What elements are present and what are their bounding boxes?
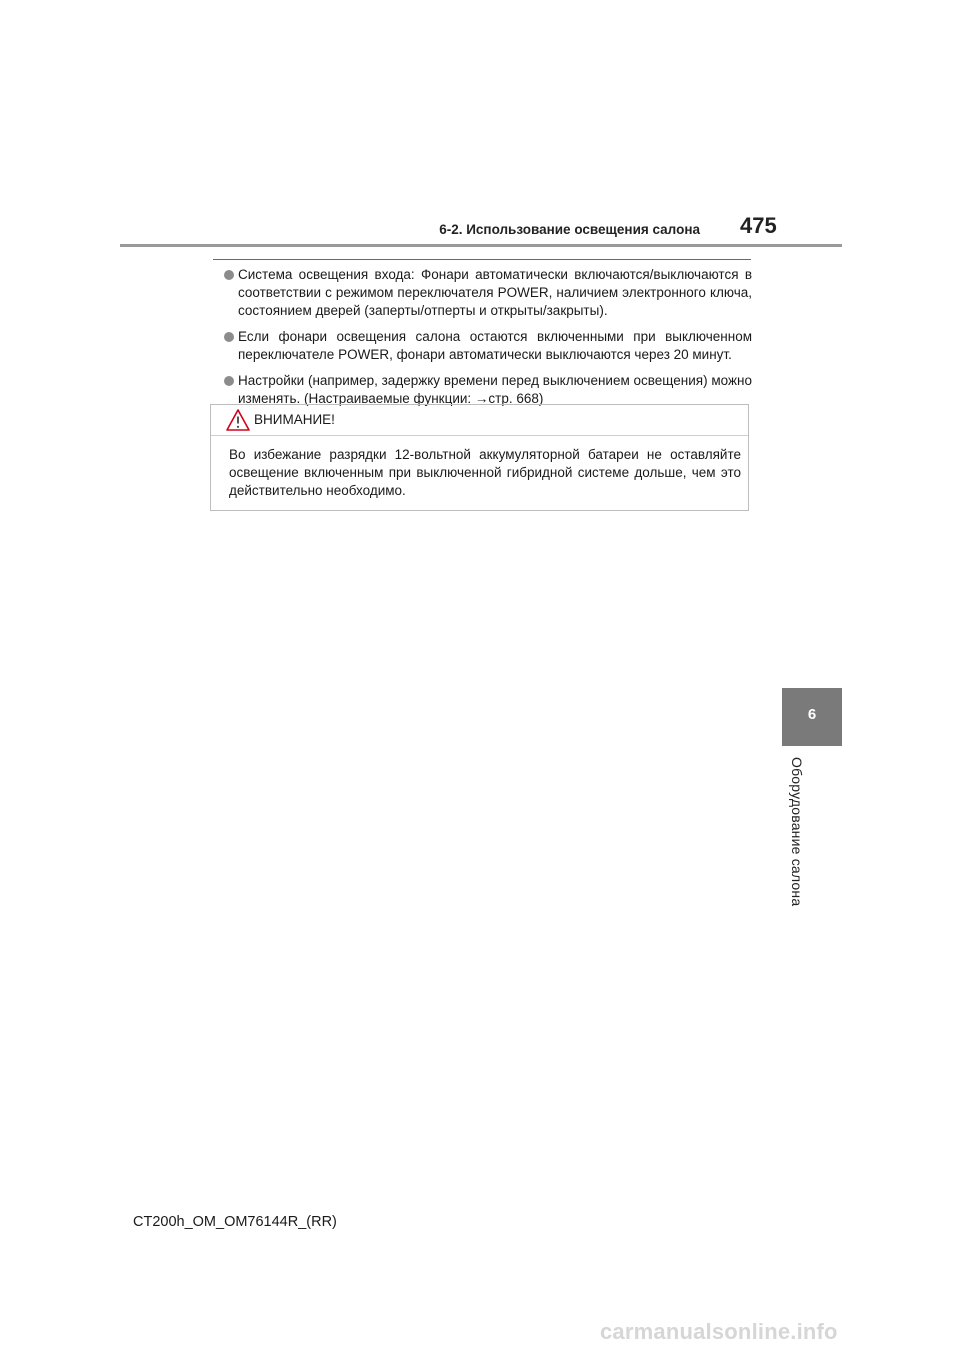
- content-rule: [213, 259, 751, 260]
- document-code: CT200h_OM_OM76144R_(RR): [133, 1214, 337, 1230]
- page-number: 475: [740, 213, 777, 238]
- bullet-item: [222, 266, 752, 320]
- warning-header: [211, 405, 748, 436]
- warning-box: [210, 404, 749, 511]
- section-title: 6-2. Использование освещения салона: [439, 222, 700, 237]
- warning-text: Во избежание разрядки 12-вольтной аккумуляторной батареи не оставляйте освещение включенным при выключенной гибридной системе дольше, чем это действительно необходимо.: [229, 447, 741, 498]
- bullet-icon: [224, 270, 234, 280]
- chapter-number: 6: [807, 706, 817, 723]
- bullet-icon: [224, 376, 234, 386]
- warning-title: ВНИМАНИЕ!: [254, 412, 335, 427]
- chapter-tab: [782, 688, 842, 746]
- warning-triangle-icon: [225, 408, 251, 432]
- watermark: carmanualsonline.info: [600, 1319, 838, 1344]
- bullet-item: [222, 328, 752, 364]
- chapter-label: Оборудование салона: [789, 757, 805, 907]
- bullet-item: [222, 372, 752, 408]
- bullet-list: [222, 266, 752, 416]
- bullet-text: Система освещения входа: Фонари автоматически включаются/выключаются в соответствии с режимом переключателя POWER, наличием электронного ключа, состоянием дверей (заперты/отперты и открыты/закрыты).: [238, 267, 752, 318]
- bullet-icon: [224, 332, 234, 342]
- header-rule: [120, 244, 842, 247]
- bullet-text: Если фонари освещения салона остаются включенными при выключенном переключателе POWER, фонари автоматически выключаются через 20 минут.: [238, 329, 752, 362]
- bullet-text: Настройки (например, задержку времени перед выключением освещения) можно изменять. (Настраиваемые функции: →стр. 668): [238, 373, 752, 406]
